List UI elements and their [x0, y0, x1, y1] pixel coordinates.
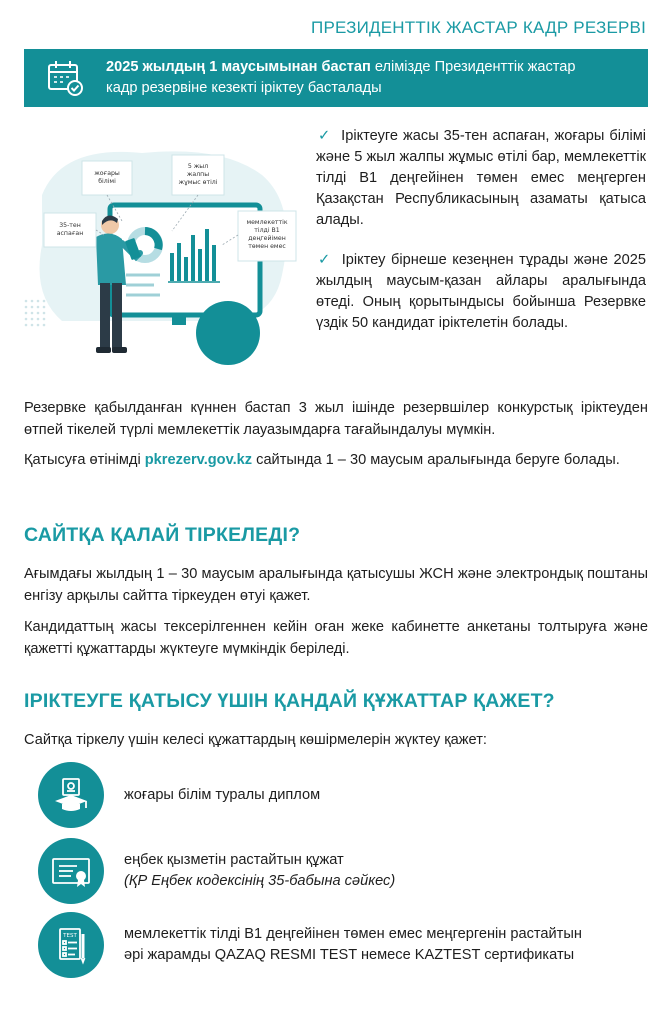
label-diploma-1: жоғары — [94, 170, 120, 177]
graduation-cap-icon — [38, 762, 104, 828]
section-title-documents: ІРІКТЕУГЕ ҚАТЫСУ ҮШІН ҚАНДАЙ ҚҰЖАТТАР ҚАЖЕТ? — [24, 690, 555, 712]
certificate-icon — [38, 838, 104, 904]
document-item-diploma — [38, 762, 648, 828]
document-text: мемлекеттік тілді В1 деңгейінен төмен емес меңгергенін растайтын әрі жарамды QAZAQ RESMI TEST немесе KAZTEST сертификаты — [124, 926, 582, 963]
section-title-register: САЙТҚА ҚАЛАЙ ТІРКЕЛЕДІ? — [24, 524, 301, 546]
banner-text — [106, 57, 584, 99]
bullet-text: Іріктеу бірнеше кезеңнен тұрады және 2025 жылдың маусым-қазан айлары аралығында өтеді. Оның қорытындысы бойынша Резервке үздік 50 кандидат іріктелетін болады. — [316, 252, 646, 331]
label-age-1: 35-тен — [59, 222, 81, 229]
document-text — [124, 850, 395, 892]
test-icon-label: TEST — [63, 933, 77, 939]
banner-text-line2: кадр резервіне кезекті іріктеу басталады — [106, 80, 382, 96]
label-experience-2: жалпы — [186, 171, 210, 178]
register-paragraph-2: Кандидаттың жасы тексерілгеннен кейін оған жеке кабинетте анкетаны толтыруға және қажетті құжаттарды жүктеуге мүмкіндік беріледі. — [24, 619, 648, 657]
announcement-banner — [24, 49, 648, 107]
label-language-3: деңгейімен — [248, 235, 286, 242]
bullet-text: Іріктеуге жасы 35-тен аспаған, жоғары білімі және 5 жыл жалпы жұмыс өтілі бар, мемлекеттік тілді В1 деңгейінен төмен емес меңгерген Қазақстан Республикасының азаматы қатыса алады. — [316, 128, 646, 228]
label-experience-1: 5 жыл — [187, 163, 209, 170]
apply-text-before: Қатысуға өтінімді — [24, 452, 145, 468]
banner-bold-text: 2025 жылдың 1 маусымынан бастап — [106, 59, 371, 75]
document-note: (ҚР Еңбек кодексінің 35-бабына сәйкес) — [124, 873, 396, 889]
checkmark-icon: ✓ — [318, 252, 332, 268]
bullet-eligibility — [316, 126, 646, 231]
label-language-4: төмен емес — [248, 243, 286, 250]
document-title: еңбек қызметін растайтын құжат — [124, 852, 344, 868]
register-paragraph-1: Ағымдағы жылдың 1 – 30 маусым аралығында қатысушы ЖСН және электрондық поштаны енгізу арқылы сайтта тіркеуден өтуі қажет. — [24, 566, 648, 604]
calendar-check-icon — [24, 49, 106, 107]
document-item-language-certificate — [38, 912, 648, 978]
document-text: жоғары білім туралы диплом — [124, 786, 321, 803]
bullet-stages — [316, 250, 646, 334]
test-document-icon — [38, 912, 104, 978]
documents-intro: Сайтқа тіркелу үшін келесі құжаттардың көшірмелерін жүктеу қажет: — [24, 732, 487, 748]
banner-text-rest: елімізде Президенттік жастар — [370, 59, 576, 75]
label-experience-3: жұмыс өтілі — [178, 179, 218, 186]
illustration-person-with-chart — [22, 125, 302, 385]
apply-paragraph — [24, 449, 648, 471]
reserve-paragraph: Резервке қабылданған күннен бастап 3 жыл ішінде резервшілер конкурстық іріктеуден өтпей тікелей түрлі мемлекеттік лауазымдарға тағайындалуы мүмкін. — [24, 400, 648, 438]
document-item-employment — [38, 838, 648, 904]
label-language-2: тілді В1 — [254, 227, 280, 234]
eligibility-bullets — [316, 126, 646, 334]
site-link[interactable]: pkrezerv.gov.kz — [144, 452, 253, 468]
page-title: ПРЕЗИДЕНТТІК ЖАСТАР КАДР РЕЗЕРВІ — [311, 18, 646, 37]
label-language-1: мемлекеттік — [246, 219, 288, 226]
apply-text-after: сайтында 1 – 30 маусым аралығында беруге болады. — [252, 452, 620, 468]
checkmark-icon: ✓ — [318, 128, 332, 144]
label-diploma-2: білімі — [98, 178, 116, 185]
label-age-2: аспаған — [56, 230, 84, 237]
